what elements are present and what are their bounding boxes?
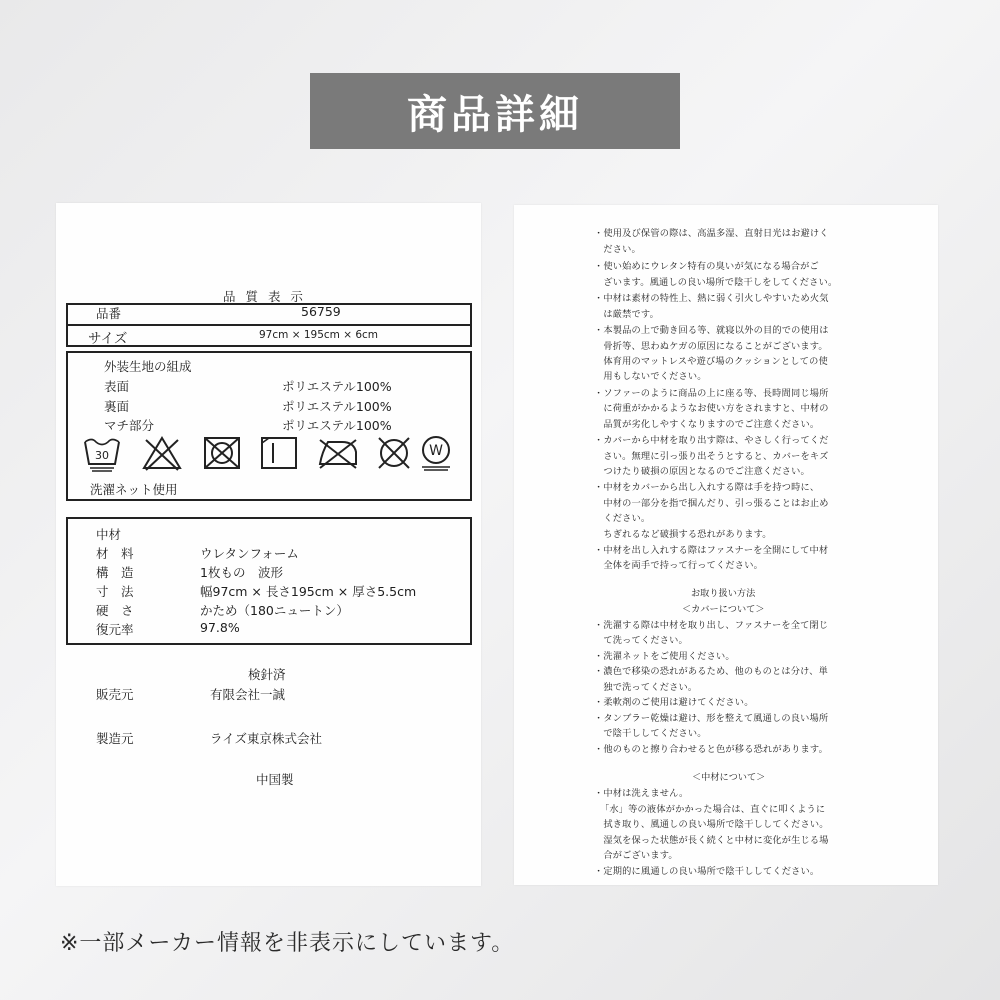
core-structure-value: 1枚もの 波形 <box>200 565 283 580</box>
header-title: 商品詳細 <box>407 91 583 138</box>
no-dry-clean-icon <box>374 434 414 472</box>
manufacturer-value: ライズ東京株式会社 <box>210 731 323 746</box>
note-line: は厳禁です。 <box>594 309 659 320</box>
fabric-surface-label: 表面 <box>104 379 130 394</box>
core-structure-label: 構 造 <box>96 565 134 580</box>
fabric-gusset-value: ポリエステル100% <box>282 418 392 433</box>
core-recovery-label: 復元率 <box>96 622 134 637</box>
note-line: ちぎれるなど破損する恐れがあります。 <box>594 529 772 540</box>
cover-line: て洗ってください。 <box>594 635 688 646</box>
core-line: 「水」等の液体がかかった場合は、直ぐに叩くように <box>600 804 826 815</box>
note-line: ・使い始めにウレタン特有の臭いが気になる場合がご <box>594 261 819 272</box>
origin-text: 中国製 <box>256 772 294 787</box>
note-line: 品質が劣化しやすくなりますのでご注意ください。 <box>594 419 820 430</box>
product-number-label: 品番 <box>96 306 122 321</box>
core-dimension-label: 寸 法 <box>96 584 134 599</box>
size-value: 97cm × 195cm × 6cm <box>259 329 379 341</box>
header-title-band <box>310 73 680 149</box>
note-line: 用もしないでください。 <box>594 371 707 382</box>
core-dimension-value: 幅97cm × 長さ195cm × 厚さ5.5cm <box>200 584 417 599</box>
cover-line: ・洗濯する際は中材を取り出し、ファスナーを全て閉じ <box>594 620 829 631</box>
fabric-back-label: 裏面 <box>104 399 130 414</box>
no-bleach-icon <box>142 434 182 472</box>
table-divider <box>68 324 470 326</box>
fabric-gusset-label: マチ部分 <box>104 418 155 433</box>
core-line: 拭き取り、風通しの良い場所で陰干ししてください。 <box>594 819 829 830</box>
core-heading: 中材 <box>96 527 122 542</box>
cover-line: ・タンブラー乾燥は避け、形を整えて風通しの良い場所 <box>594 713 829 724</box>
product-number-value: 56759 <box>301 304 341 319</box>
fabric-surface-value: ポリエステル100% <box>282 379 392 394</box>
note-line: 体育用のマットレスや遊び場のクッションとしての使 <box>594 356 828 367</box>
core-line: ・定期的に風通しの良い場所で陰干ししてください。 <box>594 866 820 877</box>
cover-line: ・洗濯ネットをご使用ください。 <box>594 651 735 662</box>
wet-clean-icon <box>416 434 456 472</box>
note-line: に荷重がかかるようなお使い方をされますと、中材の <box>594 403 829 414</box>
handling-title: お取り扱い方法 <box>691 588 756 599</box>
note-line: ・中材は素材の特性上、熱に弱く引火しやすいため火気 <box>594 293 829 304</box>
note-line: さい。無理に引っ張り出そうとすると、カバーをキズ <box>594 451 829 462</box>
quality-label-title: 品 質 表 示 <box>223 289 306 304</box>
size-label: サイズ <box>88 331 128 347</box>
note-line: ・ソファーのように商品の上に座る等、長時間同じ場所 <box>594 388 829 399</box>
note-line: ・中材をカバーから出し入れする際は手を持つ時に、 <box>594 482 820 493</box>
no-tumble-dry-icon <box>202 434 242 472</box>
core-subtitle: ＜中材について＞ <box>692 772 766 783</box>
note-line: 中材の一部分を指で掴んだり、引っ張ることはお止め <box>594 498 829 509</box>
note-line: 全体を両手で持って行ってください。 <box>594 560 763 571</box>
note-line: ・使用及び保管の際は、高温多湿、直射日光はお避けく <box>594 228 829 239</box>
wash-30-icon <box>82 434 122 472</box>
core-material-label: 材 料 <box>96 546 134 561</box>
manufacturer-label: 製造元 <box>96 731 134 746</box>
core-line: 湿気を保った状態が長く続くと中材に変化が生じる場 <box>594 835 829 846</box>
usage-notes-card <box>514 205 938 885</box>
seller-label: 販売元 <box>96 687 134 702</box>
cover-line: で陰干ししてください。 <box>594 728 707 739</box>
core-material-value: ウレタンフォーム <box>200 546 299 561</box>
footer-note: ※一部メーカー情報を非表示にしています。 <box>60 931 515 956</box>
note-line: つけたり破損の原因となるのでご注意ください。 <box>594 466 810 477</box>
note-line: ・カバーから中材を取り出す際は、やさしく行ってくだ <box>594 435 829 446</box>
wash-temp-text: 30 <box>95 449 109 462</box>
wash-net-note: 洗濯ネット使用 <box>90 482 178 497</box>
line-dry-icon <box>259 434 299 472</box>
core-recovery-value: 97.8% <box>200 620 240 635</box>
note-line: 骨折等、思わぬケガの原因になることがございます。 <box>594 341 828 352</box>
core-hardness-label: 硬 さ <box>96 603 134 618</box>
cover-line: ・他のものと擦り合わせると色が移る恐れがあります。 <box>594 744 828 755</box>
cover-line: ・濃色で移染の恐れがあるため、他のものとは分け、単 <box>594 666 828 677</box>
note-line: ざいます。風通しの良い場所で陰干しをしてください。 <box>594 277 838 288</box>
needle-checked: 検針済 <box>248 667 286 682</box>
note-line: ・本製品の上で動き回る等、就寝以外の目的での使用は <box>594 325 829 336</box>
cover-subtitle: ＜カバーについて＞ <box>682 604 765 615</box>
core-line: 合がございます。 <box>594 850 678 861</box>
core-line: ・中材は洗えません。 <box>594 788 689 799</box>
no-iron-icon <box>316 434 360 472</box>
note-line: ・中材を出し入れする際はファスナーを全開にして中材 <box>594 545 829 556</box>
wet-clean-letter: W <box>429 443 443 459</box>
note-line: ください。 <box>594 513 651 524</box>
cover-line: 独で洗ってください。 <box>594 682 698 693</box>
core-hardness-value: かため（180ニュートン） <box>200 603 349 618</box>
cover-line: ・柔軟剤のご使用は避けてください。 <box>594 697 754 708</box>
fabric-back-value: ポリエステル100% <box>282 399 392 414</box>
note-line: ださい。 <box>594 244 641 255</box>
quality-label-card <box>56 203 481 886</box>
seller-value: 有限会社一誠 <box>210 687 286 702</box>
outer-fabric-heading: 外装生地の組成 <box>104 359 192 374</box>
